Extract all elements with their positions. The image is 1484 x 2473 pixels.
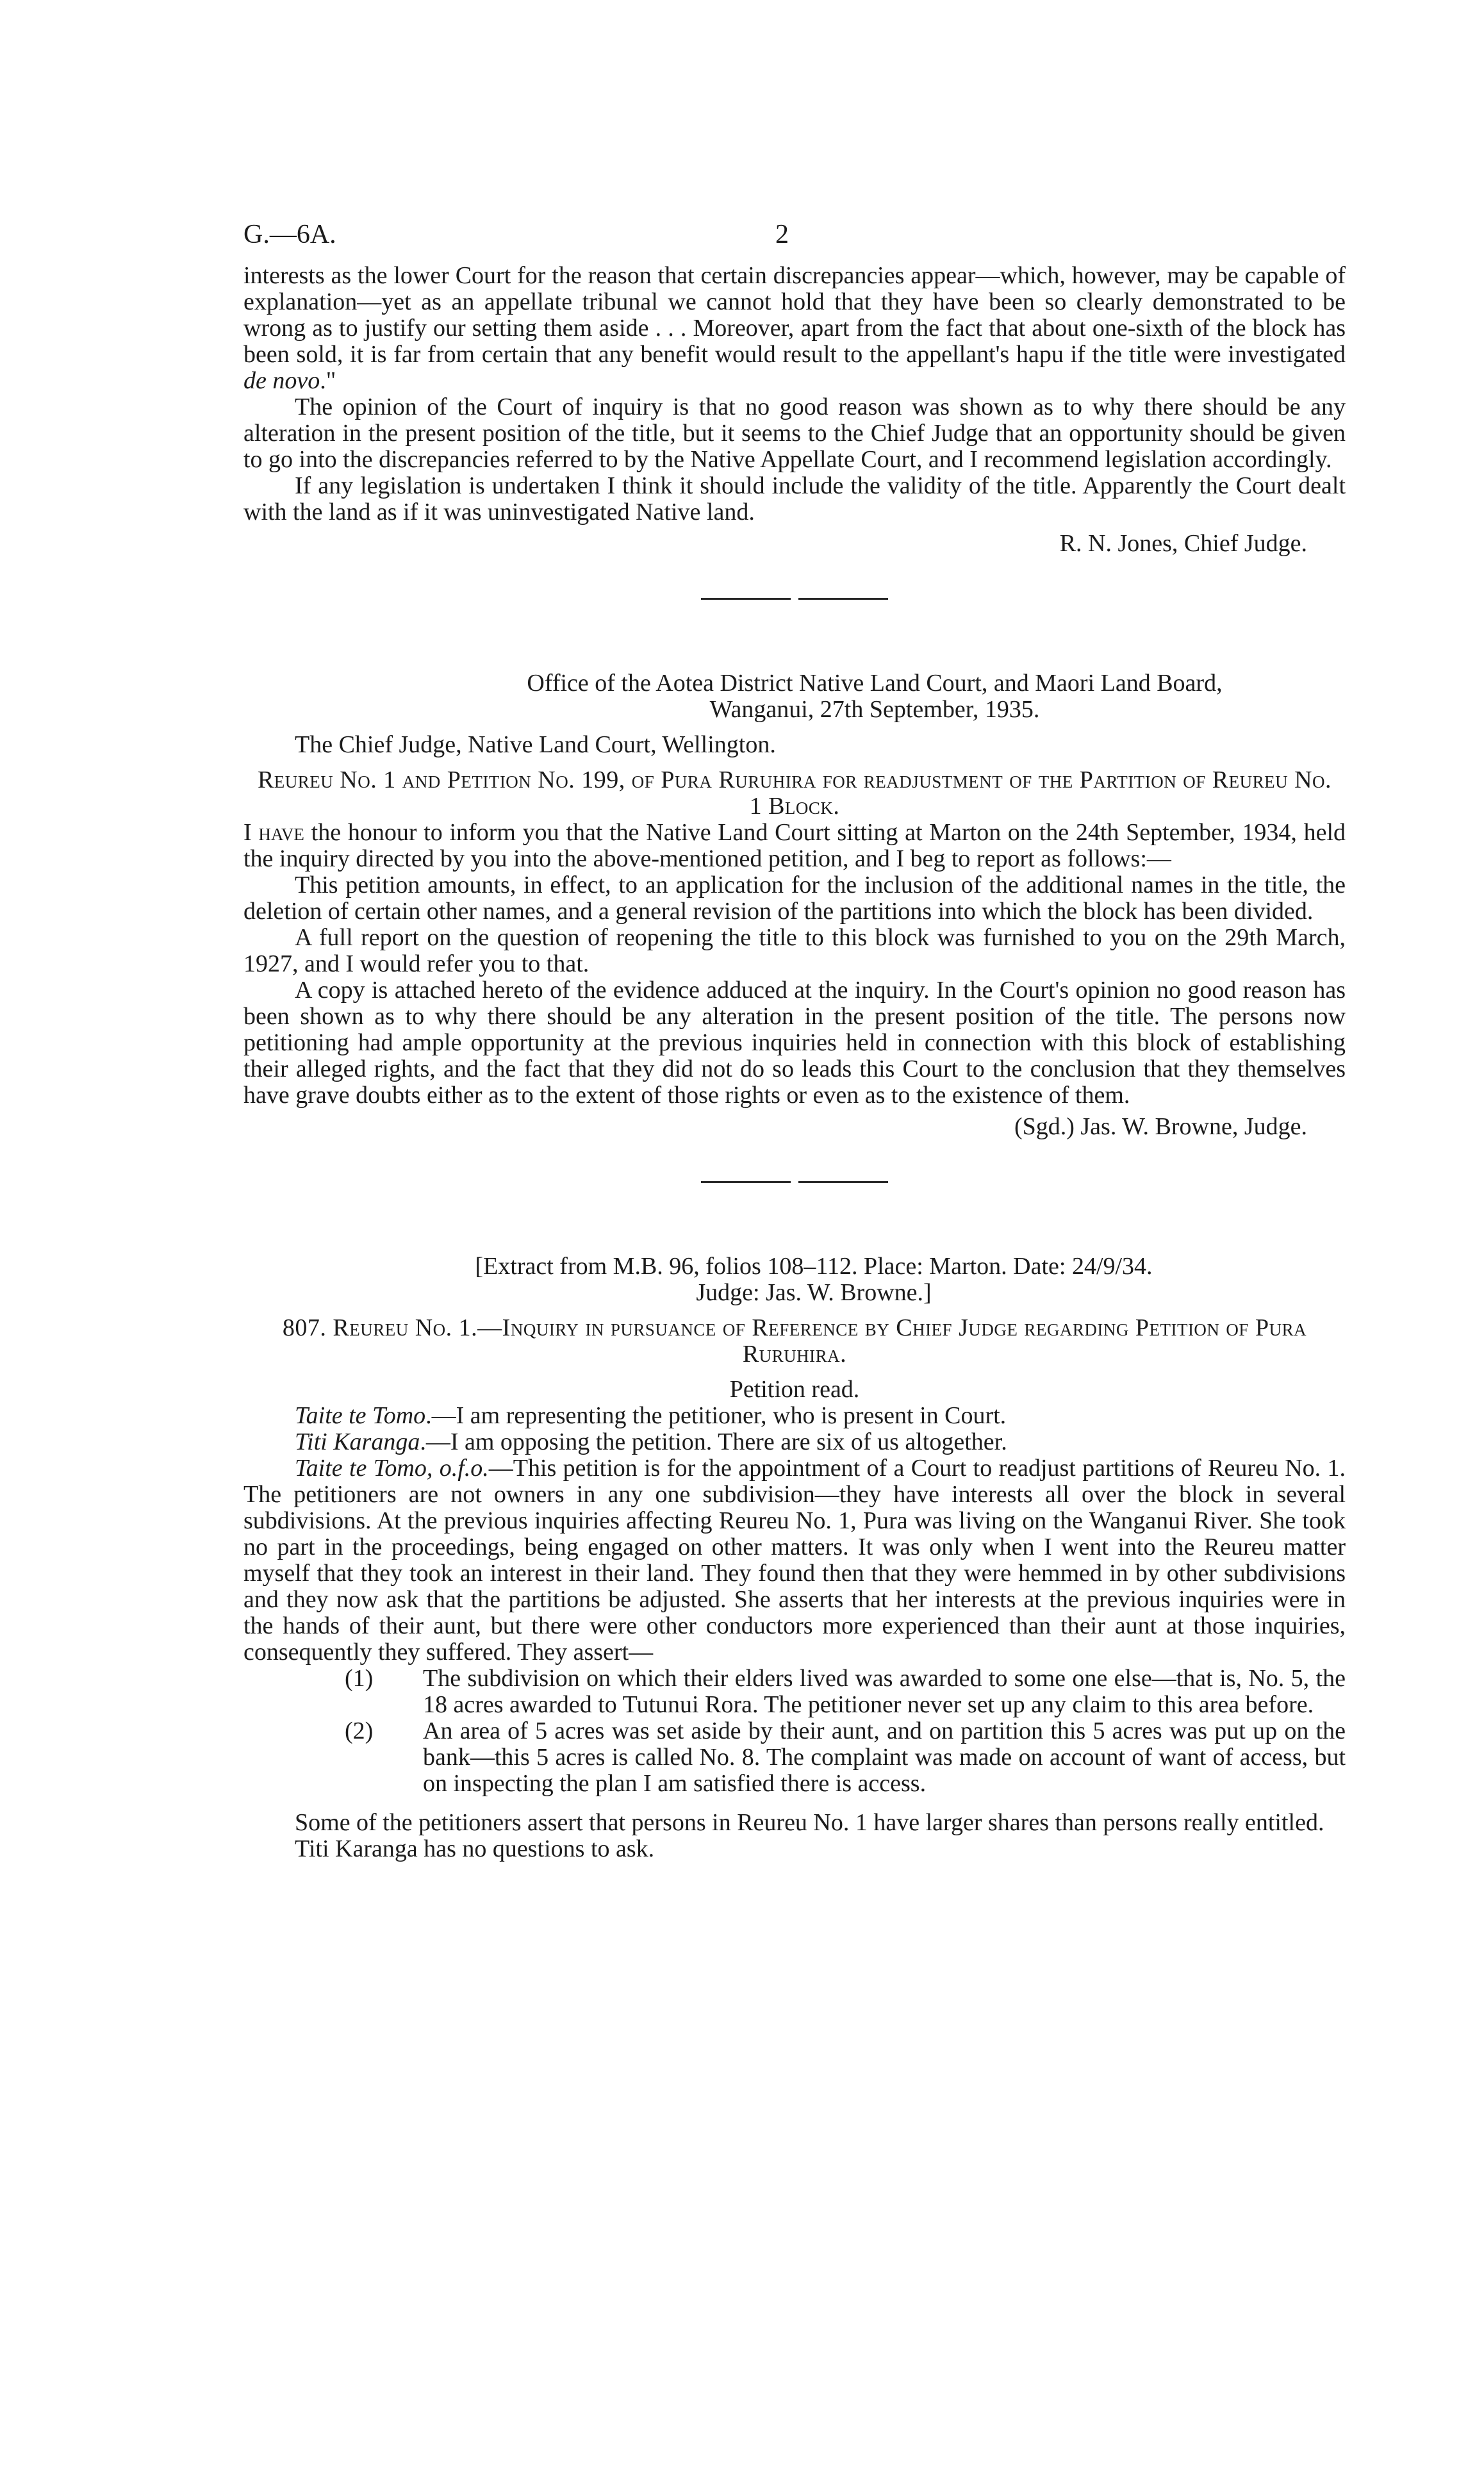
letter-office-address: Office of the Aotea District Native Land Court, and Maori Land Board, Wanganui, 27th September, 1935. bbox=[527, 670, 1223, 723]
speaker-name: Taite te Tomo bbox=[295, 1402, 426, 1429]
paragraph: The opinion of the Court of inquiry is that no good reason was shown as to why there should be any alteration in the present position of the title, but it seems to the Chief Judge that an opportunity should be given to go into the discrepancies referred to by the Native Appellate Court, and I recommend legislation accordingly. bbox=[243, 393, 1346, 473]
assertion-list bbox=[243, 1666, 1346, 1797]
list-item bbox=[243, 1718, 1346, 1797]
page-header bbox=[243, 218, 1346, 263]
page-number: 2 bbox=[775, 220, 789, 249]
extract-section bbox=[243, 1253, 1346, 1862]
opening-section bbox=[243, 263, 1346, 557]
paragraph: If any legislation is undertaken I think it should include the validity of the title. Apparently the Court dealt with the land as if it was uninvestigated Native land. bbox=[243, 472, 1346, 525]
italic-term: de novo bbox=[243, 367, 320, 394]
paragraph: I have the honour to inform you that the Native Land Court sitting at Marton on the 24th September, 1934, held the inquiry directed by you into the above-mentioned petition, and I beg to report as follows:— bbox=[243, 819, 1346, 872]
list-item bbox=[243, 1666, 1346, 1718]
petition-read-note: Petition read. bbox=[729, 1376, 860, 1403]
paragraph: interests as the lower Court for the reason that certain discrepancies appear—which, however, may be capable of explanation—yet as an appellate tribunal we cannot hold that they have been so clearly demonstrated to be wrong as to justify our setting them aside . . . Moreover, apart from the fact that about one-sixth of the block has been sold, it is far from certain that any benefit would result to the appellant's hapu if the title were investigated de novo." bbox=[243, 262, 1346, 394]
speaker-name: Titi Karanga bbox=[295, 1428, 420, 1455]
testimony-paragraph: Titi Karanga.—I am opposing the petition. There are six of us altogether. bbox=[295, 1428, 1007, 1455]
document-page bbox=[243, 218, 1346, 1862]
letter-addressee: The Chief Judge, Native Land Court, Wellington. bbox=[295, 731, 776, 758]
testimony-paragraph: Taite te Tomo.—I am representing the petitioner, who is present in Court. bbox=[295, 1402, 1007, 1429]
extract-heading: 807. Reureu No. 1.—Inquiry in pursuance of Reference by Chief Judge regarding Petition of Pura Ruruhira. bbox=[282, 1314, 1307, 1368]
extract-citation: [Extract from M.B. 96, folios 108–112. Place: Marton. Date: 24/9/34. Judge: Jas. W. Browne.] bbox=[475, 1253, 1153, 1306]
paragraph: A full report on the question of reopening the title to this block was furnished to you on the 29th March, 1927, and I would refer you to that. bbox=[243, 924, 1346, 977]
section-divider bbox=[243, 598, 1346, 600]
section-divider bbox=[243, 1181, 1346, 1183]
paragraph: This petition amounts, in effect, to an application for the inclusion of the additional names in the title, the deletion of certain other names, and a general revision of the partitions into which the block has been divided. bbox=[243, 872, 1346, 925]
document-reference: G.—6A. bbox=[243, 220, 336, 249]
paragraph: Some of the petitioners assert that persons in Reureu No. 1 have larger shares than persons really entitled. bbox=[295, 1809, 1324, 1836]
paragraph: Titi Karanga has no questions to ask. bbox=[295, 1835, 655, 1862]
letter-section bbox=[243, 670, 1346, 1140]
paragraph: A copy is attached hereto of the evidence adduced at the inquiry. In the Court's opinion no good reason has been shown as to why there should be any alteration in the present position of the title. The persons now petitioning had ample opportunity at the previous inquiries held in connection with this block of establishing their alleged rights, and the fact that they did not do so leads this Court to the conclusion that they themselves have grave doubts either as to the extent of those rights or even as to the existence of them. bbox=[243, 977, 1346, 1109]
list-item-text: An area of 5 acres was set aside by their aunt, and on partition this 5 acres was put up on the bank—this 5 acres is called No. 8. The complaint was made on account of want of access, but on inspecting the plan I am satisfied there is access. bbox=[423, 1717, 1346, 1797]
testimony-paragraph: Taite te Tomo, o.f.o.—This petition is for the appointment of a Court to readjust partitions of Reureu No. 1. The petitioners are not owners in any one subdivision—they have interests all over the block in several subdivisions. At the previous inquiries affecting Reureu No. 1, Pura was living on the Wanganui River. She took no part in the proceedings, being engaged on other matters. It was only when I went into the Reureu matter myself that they took an interest in their land. They found then that they were hemmed in by other subdivisions and they now ask that the partitions be adjusted. She asserts that her interests at the previous inquiries were in the hands of their aunt, but there were other conductors more experienced than their aunt at those inquiries, consequently they suffered. They assert— bbox=[243, 1455, 1346, 1666]
signature: R. N. Jones, Chief Judge. bbox=[1059, 530, 1307, 557]
list-item-text: The subdivision on which their elders lived was awarded to some one else—that is, No. 5, the 18 acres awarded to Tutunui Rora. The petitioner never set up any claim to this area before. bbox=[423, 1665, 1346, 1718]
signature: (Sgd.) Jas. W. Browne, Judge. bbox=[1014, 1113, 1307, 1140]
speaker-name: Taite te Tomo, o.f.o. bbox=[295, 1455, 489, 1482]
letter-heading: Reureu No. 1 and Petition No. 199, of Pura Ruruhira for readjustment of the Partition of Reureu No. 1 Block. bbox=[257, 766, 1332, 820]
list-item-number: (2) bbox=[345, 1717, 374, 1744]
list-item-number: (1) bbox=[345, 1665, 374, 1692]
